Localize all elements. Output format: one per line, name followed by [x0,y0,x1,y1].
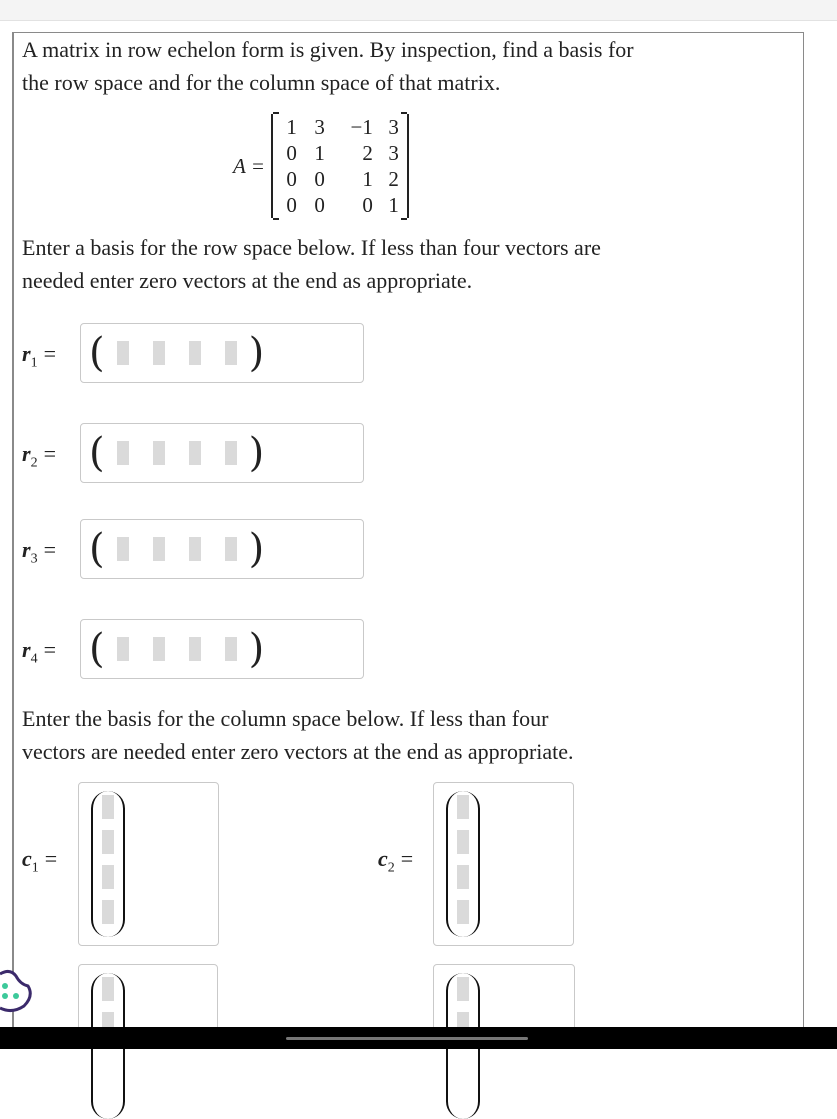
entry-slot[interactable] [102,830,114,854]
right-paren: ) [248,626,265,672]
row-instructions [22,231,601,297]
equals-sign: = [43,441,56,466]
equals-sign: = [43,341,56,366]
entry-slot[interactable] [117,341,129,365]
equals-sign: = [44,846,58,871]
entry-slot[interactable] [457,900,469,924]
entry-slot[interactable] [117,441,129,465]
vector-name: r [22,637,31,662]
matrix-cell: 0 [314,167,325,191]
matrix-cell: 1 [388,193,399,217]
matrix-label: A = [233,153,265,178]
equals-sign: = [43,637,56,662]
matrix-cell: 0 [362,193,373,217]
entry-slot[interactable] [457,830,469,854]
system-nav-bar [0,1027,837,1049]
entry-slot[interactable] [189,341,201,365]
entry-slot[interactable] [117,537,129,561]
column-vector-input-c2[interactable] [433,782,574,946]
vector-subscript: 2 [30,455,38,471]
entry-slot[interactable] [189,637,201,661]
entry-slot[interactable] [153,637,165,661]
cookie-settings-icon[interactable] [0,966,36,1016]
row-vector-input-r4[interactable] [80,619,364,679]
entry-slot[interactable] [102,900,114,924]
entry-slot[interactable] [225,441,237,465]
left-paren: ( [89,526,105,572]
matrix-cell: 3 [314,115,325,139]
column-vector-input-c1[interactable] [78,782,219,946]
entry-slot[interactable] [457,795,469,819]
row-vector-entries [81,324,363,382]
question-text [22,33,634,99]
vector-name: c [378,846,388,871]
row-vector-entries [81,424,363,482]
row-instructions-line-1: Enter a basis for the row space below. If less than four vectors are [22,235,601,260]
matrix-cell: −1 [350,115,373,139]
matrix-grid [271,114,409,218]
matrix-cell: 0 [314,193,325,217]
matrix-a [233,114,409,218]
col-instructions-line-1: Enter the basis for the column space below. If less than four [22,706,549,731]
right-paren: ) [248,526,265,572]
matrix-cell: 3 [388,141,399,165]
entry-slot[interactable] [189,441,201,465]
vector-name: c [22,846,32,871]
equals-sign: = [43,537,56,562]
matrix-cell: 0 [286,167,297,191]
entry-slot[interactable] [457,977,469,1001]
vector-subscript: 1 [31,860,39,876]
question-line-2: the row space and for the column space of that matrix. [22,70,501,95]
entry-slot[interactable] [225,537,237,561]
row-instructions-line-2: needed enter zero vectors at the end as appropriate. [22,268,473,293]
matrix-cell: 2 [388,167,399,191]
entry-slot[interactable] [225,637,237,661]
column-vector-brackets [446,791,480,937]
row-vector-label-r1 [22,341,56,371]
entry-slot[interactable] [189,537,201,561]
matrix-cell: 1 [286,115,297,139]
entry-slot[interactable] [102,977,114,1001]
row-vector-input-r3[interactable] [80,519,364,579]
vector-name: r [22,537,31,562]
entry-slot[interactable] [225,341,237,365]
row-vector-label-r2 [22,441,56,471]
left-paren: ( [89,626,105,672]
right-paren: ) [248,430,265,476]
row-vector-entries [81,620,363,678]
column-vector-label-c1 [22,846,57,876]
matrix-cell: 2 [362,141,373,165]
entry-slot[interactable] [153,441,165,465]
row-vector-input-r2[interactable] [80,423,364,483]
vector-subscript: 2 [387,860,395,876]
matrix-cell: 3 [388,115,399,139]
home-indicator[interactable] [286,1037,528,1040]
row-vector-label-r3 [22,537,56,567]
column-vector-label-c2 [378,846,413,876]
entry-slot[interactable] [102,865,114,889]
matrix-cell: 1 [362,167,373,191]
right-paren: ) [248,330,265,376]
left-paren: ( [89,330,105,376]
col-instructions [22,702,574,768]
column-vector-brackets [91,791,125,937]
left-paren: ( [89,430,105,476]
row-vector-entries [81,520,363,578]
row-vector-input-r1[interactable] [80,323,364,383]
matrix-cell: 0 [286,141,297,165]
vector-name: r [22,441,31,466]
entry-slot[interactable] [117,637,129,661]
browser-top-bar [0,0,837,21]
vector-subscript: 4 [30,651,38,667]
col-instructions-line-2: vectors are needed enter zero vectors at the end as appropriate. [22,739,574,764]
entry-slot[interactable] [153,537,165,561]
matrix-cell: 1 [314,141,325,165]
question-line-1: A matrix in row echelon form is given. By inspection, find a basis for [22,37,634,62]
entry-slot[interactable] [102,795,114,819]
entry-slot[interactable] [153,341,165,365]
vector-name: r [22,341,31,366]
vector-subscript: 3 [30,551,38,567]
matrix-cell: 0 [286,193,297,217]
equals-sign: = [400,846,414,871]
entry-slot[interactable] [457,865,469,889]
row-vector-label-r4 [22,637,56,667]
vector-subscript: 1 [30,355,38,371]
